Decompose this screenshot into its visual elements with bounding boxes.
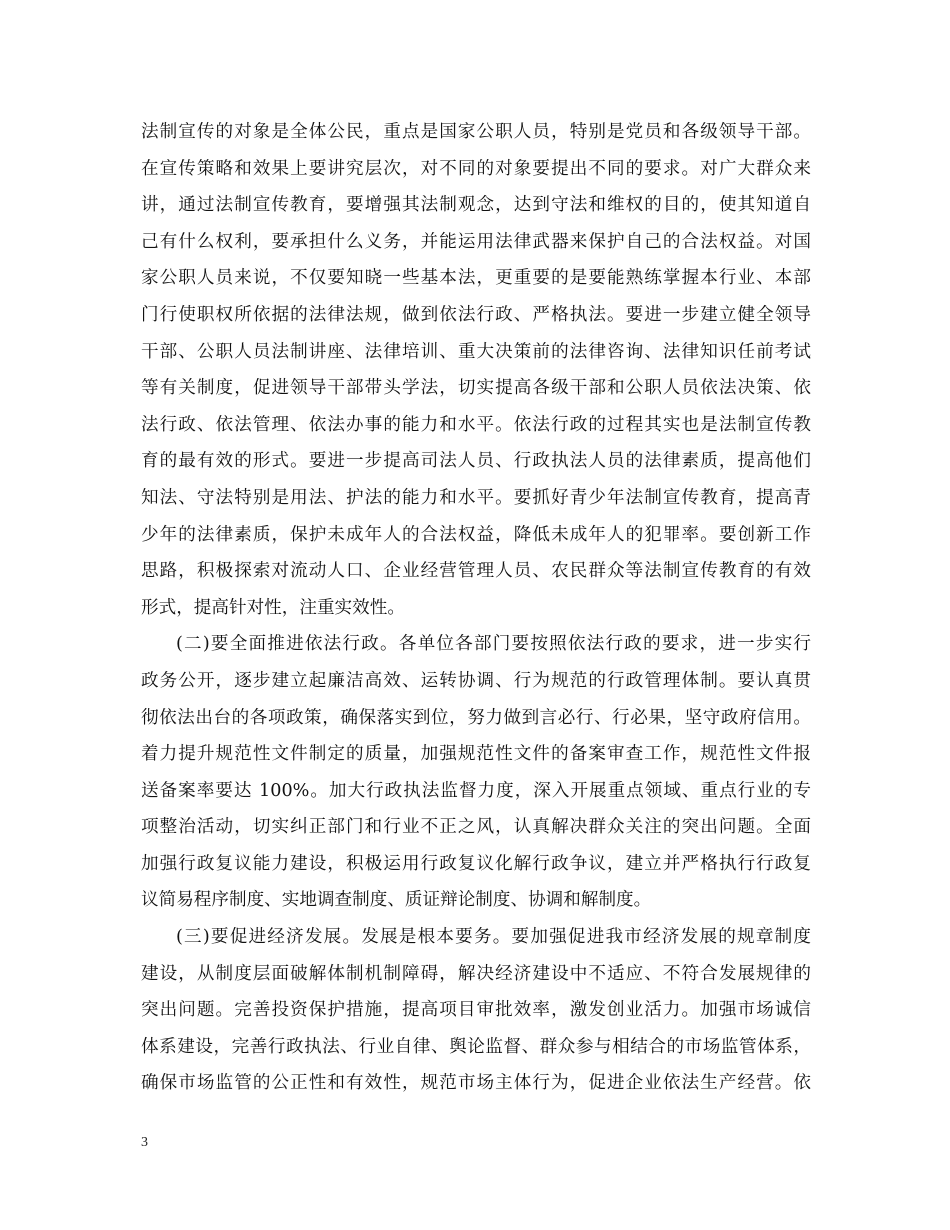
text-line: 育的最有效的形式。要进一步提高司法人员、行政执法人员的法律素质，提高他们: [141, 451, 811, 472]
text-line: 加强行政复议能力建设，积极运用行政复议化解行政争议，建立并严格执行行政复: [141, 853, 811, 874]
text-line: 门行使职权所依据的法律法规，做到依法行政、严格执法。要进一步建立健全领导: [141, 304, 811, 325]
text-line: 建设，从制度层面破解体制机制障碍，解决经济建设中不适应、不符合发展规律的: [141, 963, 811, 984]
text-line: 送备案率要达 100%。加大行政执法监督力度，深入开展重点领域、重点行业的专: [141, 780, 811, 801]
page-number: 3: [141, 1135, 148, 1150]
text-line: 形式，提高针对性，注重实效性。: [141, 597, 405, 618]
text-line: (二)要全面推进依法行政。各单位各部门要按照依法行政的要求，进一步实行: [176, 634, 811, 655]
text-line: 少年的法律素质，保护未成年人的合法权益，降低未成年人的犯罪率。要创新工作: [141, 524, 811, 545]
text-line: 彻依法出台的各项政策，确保落实到位，努力做到言必行、行必果，坚守政府信用。: [141, 707, 811, 728]
text-line: 项整治活动，切实纠正部门和行业不正之风，认真解决群众关注的突出问题。全面: [141, 817, 811, 838]
text-line: 干部、公职人员法制讲座、法律培训、重大决策前的法律咨询、法律知识任前考试: [141, 341, 811, 362]
text-line: (三)要促进经济发展。发展是根本要务。要加强促进我市经济发展的规章制度: [176, 927, 811, 948]
text-line: 在宣传策略和效果上要讲究层次，对不同的对象要提出不同的要求。对广大群众来: [141, 158, 811, 179]
text-line: 己有什么权利，要承担什么义务，并能运用法律武器来保护自己的合法权益。对国: [141, 231, 811, 252]
text-line: 确保市场监管的公正性和有效性，规范市场主体行为，促进企业依法生产经营。依: [141, 1073, 811, 1094]
text-line: 议简易程序制度、实地调查制度、质证辩论制度、协调和解制度。: [141, 890, 652, 911]
text-line: 政务公开，逐步建立起廉洁高效、运转协调、行为规范的行政管理体制。要认真贯: [141, 670, 811, 691]
text-line: 着力提升规范性文件制定的质量，加强规范性文件的备案审查工作，规范性文件报: [141, 744, 811, 765]
text-line: 突出问题。完善投资保护措施，提高项目审批效率，激发创业活力。加强市场诚信: [141, 1000, 811, 1021]
text-line: 法行政、依法管理、依法办事的能力和水平。依法行政的过程其实也是法制宣传教: [141, 414, 811, 435]
text-line: 思路，积极探索对流动人口、企业经营管理人员、农民群众等法制宣传教育的有效: [141, 561, 811, 582]
text-line: 法制宣传的对象是全体公民，重点是国家公职人员，特别是党员和各级领导干部。: [141, 122, 811, 142]
text-line: 知法、守法特别是用法、护法的能力和水平。要抓好青少年法制宣传教育，提高青: [141, 487, 811, 508]
document-body: [141, 114, 811, 1102]
text-line: 体系建设，完善行政执法、行业自律、舆论监督、群众参与相结合的市场监管体系，: [141, 1036, 811, 1057]
text-line: 讲，通过法制宣传教育，要增强其法制观念，达到守法和维权的目的，使其知道自: [141, 195, 811, 216]
text-line: 家公职人员来说，不仅要知晓一些基本法，更重要的是要能熟练掌握本行业、本部: [141, 268, 811, 289]
text-line: 等有关制度，促进领导干部带头学法，切实提高各级干部和公职人员依法决策、依: [141, 378, 811, 399]
